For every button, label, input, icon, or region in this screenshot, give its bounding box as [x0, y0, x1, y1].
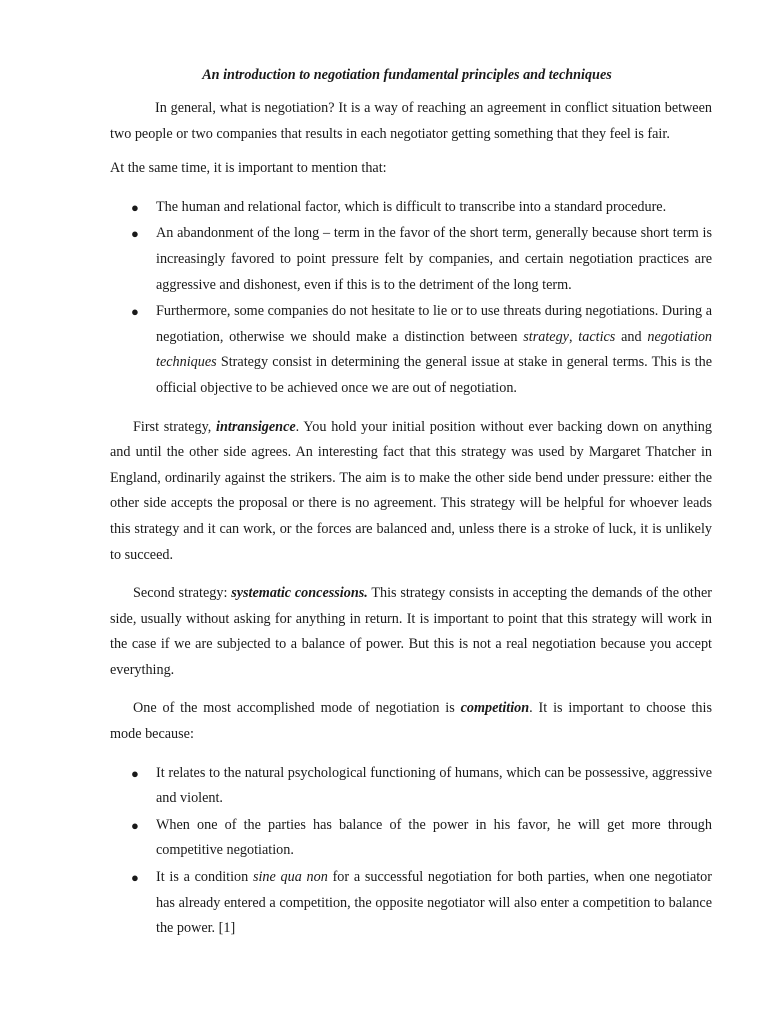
term-intransigence: intransigence — [216, 418, 296, 435]
list-item-text: The human and relational factor, which is difficult to transcribe into a standard procedure. — [156, 198, 667, 215]
bullet-icon: ● — [131, 870, 139, 886]
emphasis-tactics: tactics — [578, 328, 616, 345]
emphasis-techniques: negotiation techniques — [156, 328, 713, 371]
paragraph-lead: One of the most accomplished mode of negotiation is — [133, 700, 461, 717]
paragraph-lead: First strategy, — [133, 418, 217, 435]
term-systematic-concessions: systematic concessions. — [231, 585, 368, 602]
bullet-icon: ● — [131, 817, 139, 833]
emphasis-strategy: strategy — [523, 328, 569, 345]
list-item-text: for a successful negotiation for both parties, when one negotiator has already entered a competition, the opposite negotiator will also enter a competition to balance the power. [1] — [156, 869, 713, 937]
bullet-icon: ● — [131, 226, 139, 242]
term-competition: competition — [460, 700, 530, 717]
list-item — [110, 865, 712, 942]
first-strategy-paragraph — [110, 415, 712, 569]
list-item — [110, 195, 712, 221]
second-strategy-paragraph — [110, 581, 712, 683]
list-item-text: An abandonment of the long – term in the favor of the short term, generally because short term is increasingly favored to point pressure felt by companies, and certain negotiation practices are aggressive and dishonest, even if this is to the detriment of the long term. — [156, 225, 712, 293]
mention-paragraph: At the same time, it is important to mention that: — [110, 160, 387, 177]
paragraph-lead: Second strategy: — [133, 585, 232, 602]
paragraph-body: This strategy consists in accepting the demands of the other side, usually without asking for anything in return. It is important to point that this strategy will work in the case if we are subjected to a balance of power. But this is not a real negotiation because you accept everything. — [110, 585, 712, 678]
bullet-icon: ● — [131, 304, 139, 320]
list-item-text: , — [568, 328, 579, 345]
paragraph-body: . It is important to choose this mode because: — [110, 700, 712, 743]
competition-paragraph — [110, 696, 712, 747]
bullet-list-considerations — [110, 195, 712, 402]
list-item-text: It is a condition — [156, 869, 253, 886]
list-item-text: and — [615, 328, 648, 345]
list-item-text: When one of the parties has balance of the power in his favor, he will get more through competitive negotiation. — [156, 816, 712, 859]
intro-paragraph: In general, what is negotiation? It is a way of reaching an agreement in conflict situation between two people or two companies that results in each negotiator getting something that they feel is fair. — [110, 100, 712, 142]
bullet-icon: ● — [131, 765, 139, 781]
list-item — [110, 761, 712, 812]
list-item-text: Strategy consist in determining the general issue at stake in general terms. This is the official objective to be achieved once we are out of negotiation. — [156, 354, 712, 396]
list-item-text: It relates to the natural psychological functioning of humans, which can be possessive, aggressive and violent. — [156, 764, 712, 807]
emphasis-sine-qua-non: sine qua non — [252, 869, 328, 886]
list-item — [110, 221, 712, 298]
list-item — [110, 813, 712, 864]
bullet-list-competition-reasons — [110, 761, 712, 942]
bullet-icon: ● — [131, 199, 139, 215]
list-item — [110, 299, 712, 401]
paragraph-body: . You hold your initial position without ever backing down on anything and until the other side agrees. An interesting fact that this strategy was used by Margaret Thatcher in England, ordinarily against the strikers. The aim is to make the other side bend under pressure: either the other side accepts the proposal or there is no agreement. This strategy will be helpful for whoever leads this strategy and it can work, or the forces are balanced and, unless there is a stroke of luck, it is unlikely to succeed. — [110, 418, 712, 563]
list-item-text: Furthermore, some companies do not hesitate to lie or to use threats during negotiations. During a negotiation, otherwise we should make a distinction between — [156, 303, 712, 345]
document-title: An introduction to negotiation fundamental principles and techniques — [202, 67, 612, 83]
